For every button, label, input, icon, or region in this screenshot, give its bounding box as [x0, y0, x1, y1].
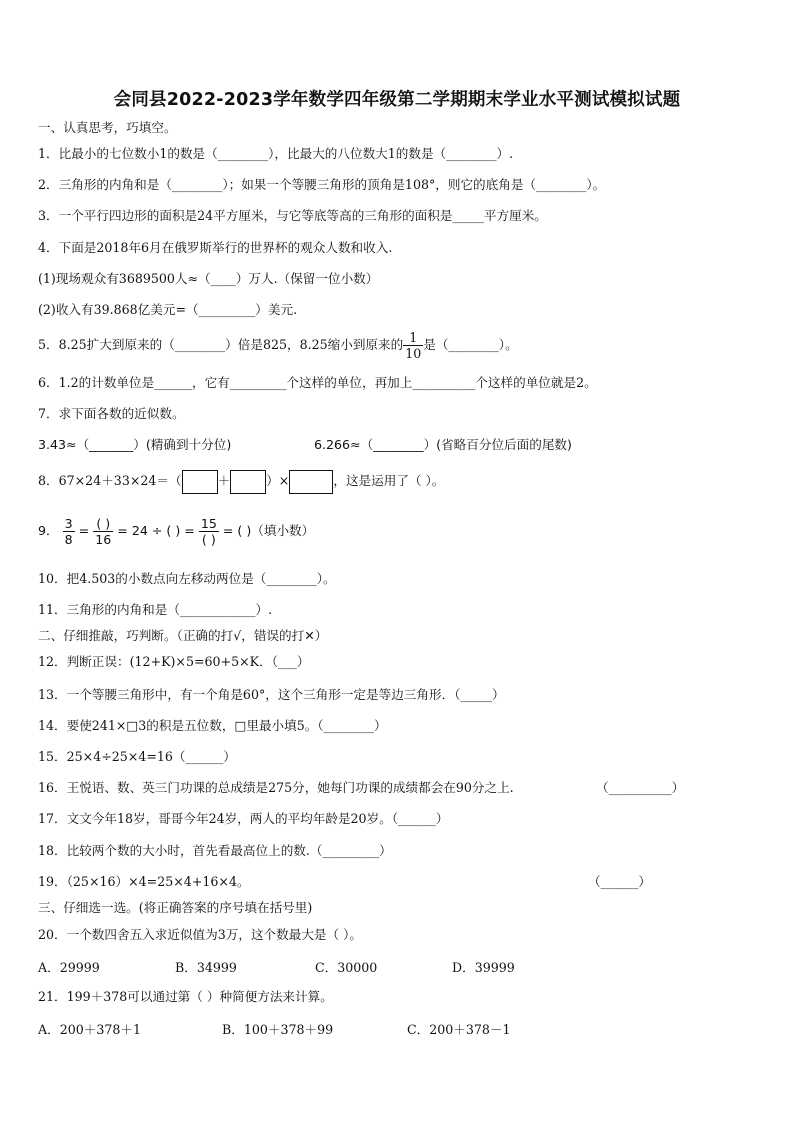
q21-option-b[interactable]: B．100＋378＋99: [222, 1022, 334, 1037]
fraction-three-eighths: [63, 516, 75, 547]
q21-option-c[interactable]: C．200＋378－1: [407, 1022, 511, 1037]
fraction-15-over-blank: [199, 516, 219, 547]
question-9-label: 9．: [38, 523, 59, 538]
question-1: 1．比最小的七位数小1的数是（________），比最大的八位数大1的数是（________）.: [38, 146, 514, 161]
answer-box-2[interactable]: [230, 470, 266, 494]
plus-sign: ＋: [217, 473, 231, 488]
question-7-part-b: 6.266≈（________）(省略百分位后面的尾数): [314, 437, 572, 452]
fraction-one-tenth: [403, 330, 423, 361]
fraction-denominator: 16: [95, 532, 112, 547]
question-21: 21．199＋378可以通过第（ ）种简便方法来计算。: [38, 989, 333, 1004]
page-title: 会同县2022-2023学年数学四年级第二学期期末学业水平测试模拟试题: [113, 90, 681, 110]
question-9: [38, 511, 314, 551]
fraction-denominator: 10: [405, 346, 422, 361]
question-14: 14．要使241×□3的积是五位数，□里最小填5。（________）: [38, 718, 387, 733]
question-15: 15．25×4÷25×4=16（______）: [38, 749, 236, 764]
question-20: 20．一个数四舍五入求近似值为3万，这个数最大是（ ）。: [38, 927, 362, 942]
question-4: 4．下面是2018年6月在俄罗斯举行的世界杯的观众人数和收入.: [38, 240, 393, 255]
answer-box-1[interactable]: [182, 470, 218, 494]
question-17: 17．文文今年18岁，哥哥今年24岁，两人的平均年龄是20岁。（______）: [38, 811, 449, 826]
q20-option-d[interactable]: D．39999: [452, 960, 515, 975]
question-8-text-b: ，这是运用了（ ）。: [333, 473, 445, 488]
equals-sign: =: [78, 523, 90, 538]
question-3: 3．一个平行四边形的面积是24平方厘米，与它等底等高的三角形的面积是_____平方厘米。: [38, 208, 547, 223]
fraction-denominator: ( ): [201, 532, 216, 547]
decimal-blank: = ( )（填小数）: [222, 523, 315, 538]
fraction-numerator: 15: [200, 516, 217, 531]
fraction-blank-over-16: [93, 516, 113, 547]
answer-box-3[interactable]: [289, 470, 333, 494]
question-11: 11．三角形的内角和是（____________）.: [38, 602, 273, 617]
question-2: 2．三角形的内角和是（________）；如果一个等腰三角形的顶角是108°，则它的底角是（________）。: [38, 177, 606, 192]
close-paren-times: ）×: [266, 473, 290, 488]
fraction-numerator: ( ): [93, 516, 113, 532]
section-1-heading: 一、认真思考，巧填空。: [38, 120, 177, 135]
division-blank: = 24 ÷ ( ) =: [117, 523, 195, 538]
question-6: 6．1.2的计数单位是______，它有_________个这样的单位，再加上__________个这样的单位就是2。: [38, 375, 597, 390]
question-4-part-2: (2)收入有39.868亿美元=（_________）美元.: [38, 302, 298, 317]
q20-option-c[interactable]: C．30000: [315, 960, 378, 975]
q20-option-a[interactable]: A．29999: [38, 960, 100, 975]
question-8-text-a: 8．67×24＋33×24＝（: [38, 473, 182, 488]
question-16: 16．王悦语、数、英三门功课的总成绩是275分，她每门功课的成绩都会在90分之上.: [38, 780, 514, 795]
question-16-answer: （__________）: [596, 780, 685, 795]
question-10: 10．把4.503的小数点向左移动两位是（________）。: [38, 571, 336, 586]
question-13: 13．一个等腰三角形中，有一个角是60°，这个三角形一定是等边三角形．（_____）: [38, 687, 505, 702]
question-5: [38, 330, 518, 361]
question-8: [38, 468, 444, 494]
fraction-numerator: 1: [403, 330, 423, 346]
question-5-text-b: 是（________）。: [423, 337, 518, 352]
question-19-answer: （______）: [588, 874, 651, 889]
question-19: 19．（25×16）×4=25×4+16×4。: [38, 874, 250, 889]
question-12: 12．判断正误：(12+K)×5=60+5×K．（___）: [38, 654, 310, 669]
fraction-denominator: 8: [64, 532, 73, 547]
question-7-part-a: 3.43≈（_______）(精确到十分位): [38, 437, 232, 452]
q20-option-b[interactable]: B．34999: [175, 960, 237, 975]
section-3-heading: 三、仔细选一选。(将正确答案的序号填在括号里): [38, 900, 313, 915]
fraction-numerator: 3: [64, 516, 73, 531]
question-4-part-1: (1)现场观众有3689500人≈（____）万人.（保留一位小数）: [38, 271, 379, 286]
q21-option-a[interactable]: A．200＋378＋1: [38, 1022, 141, 1037]
question-5-text-a: 5．8.25扩大到原来的（________）倍是825，8.25缩小到原来的: [38, 337, 404, 352]
question-7: 7．求下面各数的近似数。: [38, 406, 185, 421]
question-18: 18．比较两个数的大小时，首先看最高位上的数.（_________）: [38, 843, 392, 858]
section-2-heading: 二、仔细推敲，巧判断。（正确的打√，错误的打✕）: [38, 628, 328, 643]
